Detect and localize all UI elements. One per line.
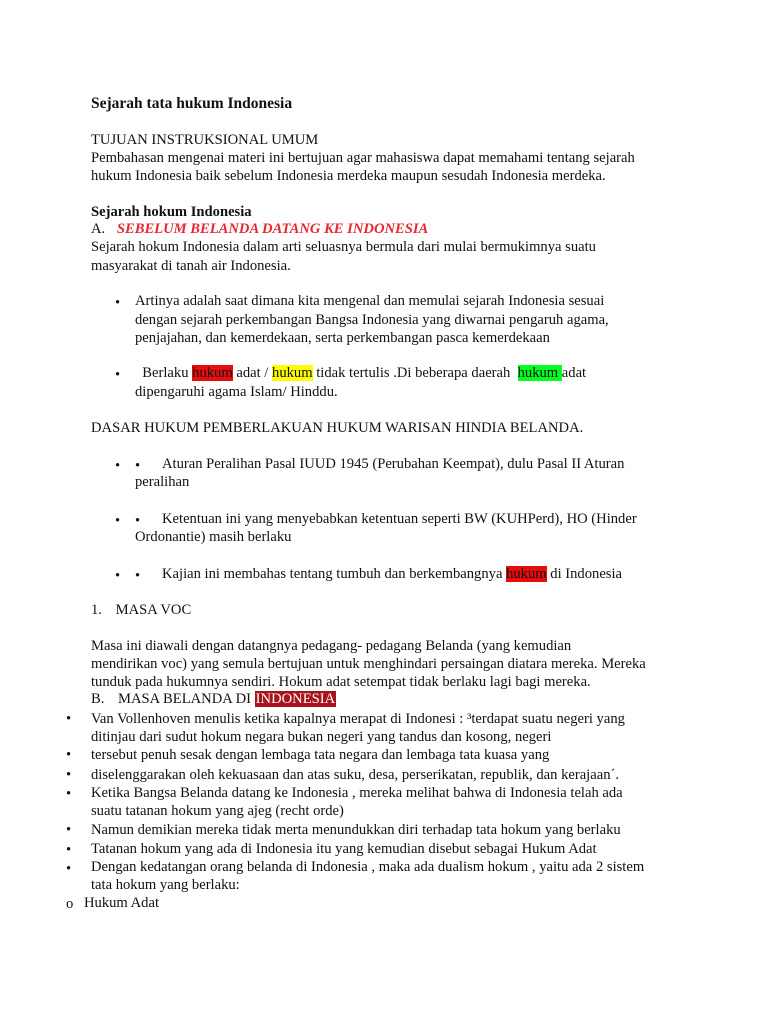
list-item-line xyxy=(162,565,762,584)
tiu-paragraph-line: Pembahasan mengenai materi ini bertujuan agar mahasiswa dapat memahami tentang sejarah xyxy=(91,150,635,166)
circle-bullet-icon: o xyxy=(66,896,74,912)
list-item-line: ditinjau dari sudut hokum negara bukan negeri yang tandus dan kosong, negeri xyxy=(91,729,552,745)
text-segment: adat xyxy=(561,365,587,381)
section-heading: Sejarah hokum Indonesia xyxy=(91,204,252,220)
bullet-icon: • xyxy=(135,568,141,584)
text-segment: Kajian ini membahas tentang tumbuh dan berkembangnya xyxy=(162,566,507,582)
list-item-line: Dengan kedatangan orang belanda di Indonesia , maka ada dualism hokum , yaitu ada 2 sistem xyxy=(91,859,645,875)
list-item-line: dipengaruhi agama Islam/ Hinddu. xyxy=(135,384,338,400)
highlighted-indonesia: INDONESIA xyxy=(255,691,336,707)
section-a-paragraph-line: Sejarah hokum Indonesia dalam arti seluasnya bermula dari mulai bermukimnya suatu xyxy=(91,239,596,255)
text-segment: Berlaku xyxy=(135,365,193,381)
dasar-heading: DASAR HUKUM PEMBERLAKUAN HUKUM WARISAN HINDIA BELANDA. xyxy=(91,420,584,436)
bullet-icon: • xyxy=(66,861,72,877)
list-item-line: tersebut penuh sesak dengan lembaga tata negara dan lembaga tata kuasa yang xyxy=(91,747,550,763)
highlighted-hukum: hukum xyxy=(272,365,313,381)
list-item-line: Ordonantie) masih berlaku xyxy=(135,529,292,545)
voc-number: 1. xyxy=(91,602,102,618)
bullet-icon: • xyxy=(66,786,72,802)
bullet-icon: • xyxy=(66,747,72,763)
bullet-icon: • xyxy=(66,711,72,727)
voc-paragraph-line: mendirikan voc) yang semula bertujuan untuk menghindari persaingan diatara mereka. Mereka xyxy=(91,656,646,672)
list-item-line: diselenggarakan oleh kekuasaan dan atas suku, desa, perserikatan, republik, dan kerajaan´. xyxy=(91,767,619,783)
text-segment: adat / xyxy=(232,365,273,381)
document-title: Sejarah tata hukum Indonesia xyxy=(91,95,293,112)
tiu-paragraph-line: hukum Indonesia baik sebelum Indonesia merdeka maupun sesudah Indonesia merdeka. xyxy=(91,168,606,184)
section-a-heading xyxy=(91,220,691,239)
bullet-icon: • xyxy=(135,458,141,474)
bullet-icon: • xyxy=(135,513,141,529)
bullet-icon: • xyxy=(115,295,121,311)
text-segment: tidak tertulis .Di beberapa daerah xyxy=(312,365,518,381)
list-item-line: suatu tatanan hokum yang ajeg (recht orde) xyxy=(91,803,344,819)
highlighted-hukum: hukum xyxy=(192,365,233,381)
list-item-line: tata hokum yang berlaku: xyxy=(91,877,240,893)
highlighted-hukum: hukum xyxy=(506,566,547,582)
sub-list-item: Hukum Adat xyxy=(84,895,159,911)
text-segment: di Indonesia xyxy=(546,566,623,582)
section-a-title: SEBELUM BELANDA DATANG KE INDONESIA xyxy=(116,221,429,237)
bullet-icon: • xyxy=(66,842,72,858)
section-a-marker: A. xyxy=(91,221,106,237)
list-item-line: penjajahan, dan kemerdekaan, serta perkembangan pasca kemerdekaan xyxy=(135,330,550,346)
section-b-heading xyxy=(91,690,691,709)
highlighted-hukum: hukum xyxy=(517,365,562,381)
list-item-line: Aturan Peralihan Pasal IUUD 1945 (Perubahan Keempat), dulu Pasal II Aturan xyxy=(162,456,625,472)
bullet-icon: • xyxy=(66,822,72,838)
bullet-icon: • xyxy=(115,458,121,474)
list-item-line xyxy=(135,364,735,383)
bullet-icon: • xyxy=(66,767,72,783)
bullet-icon: • xyxy=(115,513,121,529)
section-b-marker: B. xyxy=(91,691,105,707)
voc-paragraph-line: tunduk pada hukumnya sendiri. Hokum adat setempat tidak berlaku lagi bagi mereka. xyxy=(91,674,591,690)
list-item-line: Namun demikian mereka tidak merta menundukkan diri terhadap tata hokum yang berlaku xyxy=(91,822,621,838)
voc-title: MASA VOC xyxy=(115,602,192,618)
voc-heading xyxy=(91,601,691,620)
list-item-line: peralihan xyxy=(135,474,190,490)
bullet-icon: • xyxy=(115,568,121,584)
voc-paragraph-line: Masa ini diawali dengan datangnya pedagang- pedagang Belanda (yang kemudian xyxy=(91,638,572,654)
bullet-icon: • xyxy=(115,367,121,383)
list-item-line: Tatanan hokum yang ada di Indonesia itu yang kemudian disebut sebagai Hukum Adat xyxy=(91,841,597,857)
tiu-heading: TUJUAN INSTRUKSIONAL UMUM xyxy=(91,132,319,148)
list-item-line: dengan sejarah perkembangan Bangsa Indonesia yang diwarnai pengaruh agama, xyxy=(135,312,609,328)
list-item-line: Ketika Bangsa Belanda datang ke Indonesia , mereka melihat bahwa di Indonesia telah ada xyxy=(91,785,623,801)
list-item-line: Van Vollenhoven menulis ketika kapalnya merapat di Indonesi : ³terdapat suatu negeri yang xyxy=(91,711,625,727)
section-b-title: MASA BELANDA DI xyxy=(118,691,255,707)
list-item-line: Artinya adalah saat dimana kita mengenal dan memulai sejarah Indonesia sesuai xyxy=(135,293,605,309)
section-a-paragraph-line: masyarakat di tanah air Indonesia. xyxy=(91,258,291,274)
list-item-line: Ketentuan ini yang menyebabkan ketentuan seperti BW (KUHPerd), HO (Hinder xyxy=(162,511,637,527)
